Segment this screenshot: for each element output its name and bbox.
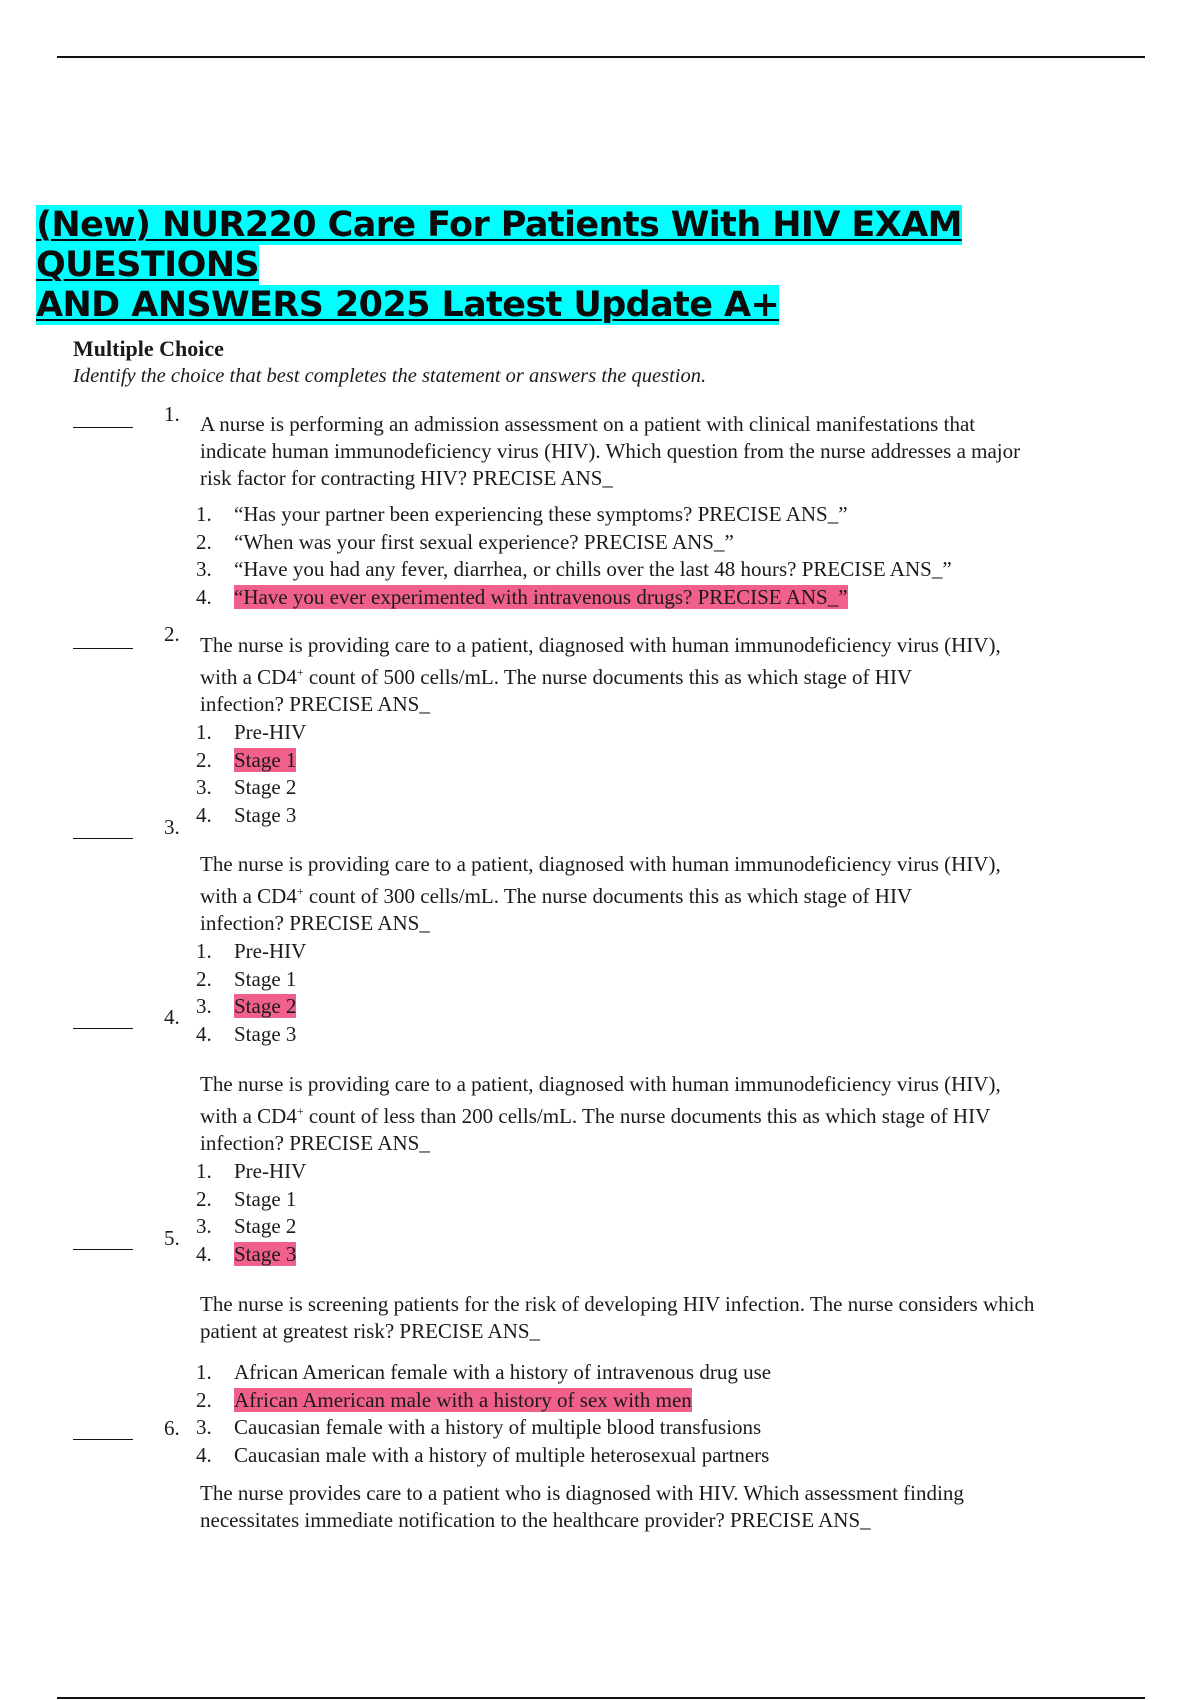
answer-choice xyxy=(196,774,296,800)
choice-text: African American female with a history of intravenous drug use xyxy=(234,1360,772,1384)
question-stem-line: The nurse provides care to a patient who is diagnosed with HIV. Which assessment finding xyxy=(200,1481,964,1505)
answer-blank xyxy=(73,1439,133,1440)
choice-number: 2. xyxy=(196,529,212,554)
choice-text: “When was your first sexual experience? PRECISE ANS_” xyxy=(234,529,734,554)
document-title xyxy=(36,205,1166,325)
question-stem xyxy=(200,411,1160,492)
question-stem-line: with a CD4+ count of 300 cells/mL. The nurse documents this as which stage of HIV xyxy=(200,884,913,908)
answer-choice xyxy=(196,1442,769,1468)
question-stem xyxy=(200,1071,1160,1157)
choice-number: 3. xyxy=(196,1415,212,1440)
question-stem-line: with a CD4+ count of less than 200 cells/mL. The nurse documents this as which stage of HIV xyxy=(200,1104,991,1128)
question-number: 2. xyxy=(164,622,180,646)
choice-text: Pre-HIV xyxy=(234,720,307,744)
answer-choice xyxy=(196,1241,296,1267)
choice-text: Stage 2 xyxy=(234,1214,297,1239)
choice-text: Stage 2 xyxy=(234,775,297,800)
question-stem-line: patient at greatest risk? PRECISE ANS_ xyxy=(200,1319,541,1343)
choice-number: 3. xyxy=(196,557,212,582)
answer-choice xyxy=(196,747,296,773)
answer-choice xyxy=(196,584,848,610)
answer-choice xyxy=(196,938,306,964)
title-line-1: (New) NUR220 Care For Patients With HIV EXAM QUESTIONS xyxy=(36,205,962,285)
choice-text: “Has your partner been experiencing these symptoms? PRECISE ANS_” xyxy=(234,502,848,526)
choice-number: 1. xyxy=(196,1360,212,1384)
question-stem-line: with a CD4+ count of 500 cells/mL. The nurse documents this as which stage of HIV xyxy=(200,665,913,689)
choice-number: 1. xyxy=(196,939,212,963)
question-stem-line: infection? PRECISE ANS_ xyxy=(200,692,430,716)
answer-choice xyxy=(196,719,306,745)
answer-choice xyxy=(196,993,296,1019)
question-stem-line: A nurse is performing an admission assessment on a patient with clinical manifestations that xyxy=(200,412,976,436)
choice-text: Pre-HIV xyxy=(234,1159,307,1183)
question-number: 3. xyxy=(164,815,180,839)
question-stem-line: The nurse is providing care to a patient, diagnosed with human immunodeficiency virus (HIV), xyxy=(200,1072,1001,1096)
choice-text-correct-highlight: Stage 3 xyxy=(234,1241,297,1266)
choice-text: Stage 3 xyxy=(234,1021,297,1046)
answer-choice xyxy=(196,1387,692,1413)
choice-number: 4. xyxy=(196,1442,212,1467)
answer-choice xyxy=(196,501,848,527)
question-number: 4. xyxy=(164,1005,180,1029)
instruction-text: Identify the choice that best completes the statement or answers the question. xyxy=(73,365,707,387)
choice-text-correct-highlight: “Have you ever experimented with intravenous drugs? PRECISE ANS_” xyxy=(234,584,848,609)
choice-number: 3. xyxy=(196,1214,212,1239)
question-stem-line: infection? PRECISE ANS_ xyxy=(200,1131,430,1155)
choice-number: 4. xyxy=(196,802,212,827)
choice-number: 1. xyxy=(196,720,212,744)
answer-blank xyxy=(73,1249,133,1250)
question-stem-line: risk factor for contracting HIV? PRECISE ANS_ xyxy=(200,466,613,490)
choice-text: Pre-HIV xyxy=(234,939,307,963)
answer-blank xyxy=(73,838,133,839)
question-stem xyxy=(200,851,1160,937)
answer-choice xyxy=(196,1158,306,1184)
question-number: 5. xyxy=(164,1226,180,1250)
bottom-rule xyxy=(57,1697,1145,1699)
answer-choice xyxy=(196,1414,761,1440)
answer-choice xyxy=(196,1213,296,1239)
choice-text-correct-highlight: African American male with a history of sex with men xyxy=(234,1387,692,1412)
choice-number: 1. xyxy=(196,1159,212,1183)
choice-number: 2. xyxy=(196,747,212,772)
answer-blank xyxy=(73,427,133,428)
choice-text: Stage 1 xyxy=(234,966,297,991)
question-stem-line: The nurse is providing care to a patient, diagnosed with human immunodeficiency virus (HIV), xyxy=(200,633,1001,657)
answer-choice xyxy=(196,1021,296,1047)
question-stem-line: necessitates immediate notification to the healthcare provider? PRECISE ANS_ xyxy=(200,1508,871,1532)
question-stem xyxy=(200,1291,1160,1345)
choice-text: Caucasian female with a history of multiple blood transfusions xyxy=(234,1415,762,1440)
answer-choice xyxy=(196,529,734,555)
question-stem-line: The nurse is providing care to a patient, diagnosed with human immunodeficiency virus (HIV), xyxy=(200,852,1001,876)
choice-text-correct-highlight: Stage 1 xyxy=(234,747,297,772)
question-number: 6. xyxy=(164,1416,180,1440)
question-stem-line: indicate human immunodeficiency virus (HIV). Which question from the nurse addresses a major xyxy=(200,439,1021,463)
choice-number: 2. xyxy=(196,1186,212,1211)
answer-blank xyxy=(73,1028,133,1029)
section-heading: Multiple Choice xyxy=(73,336,224,361)
question-stem xyxy=(200,632,1160,718)
choice-number: 4. xyxy=(196,1241,212,1266)
answer-choice xyxy=(196,556,952,582)
choice-text: Stage 3 xyxy=(234,802,297,827)
choice-number: 2. xyxy=(196,966,212,991)
answer-blank xyxy=(73,648,133,649)
question-stem xyxy=(200,1480,1160,1534)
choice-number: 2. xyxy=(196,1387,212,1412)
choice-number: 3. xyxy=(196,994,212,1019)
question-number: 1. xyxy=(164,402,180,426)
answer-choice xyxy=(196,802,296,828)
choice-number: 4. xyxy=(196,584,212,609)
choice-text: Caucasian male with a history of multiple heterosexual partners xyxy=(234,1442,770,1467)
choice-text: “Have you had any fever, diarrhea, or chills over the last 48 hours? PRECISE ANS_” xyxy=(234,557,952,582)
answer-choice xyxy=(196,1186,296,1212)
choice-number: 4. xyxy=(196,1021,212,1046)
choice-number: 1. xyxy=(196,502,212,526)
top-rule xyxy=(57,56,1145,58)
answer-choice xyxy=(196,966,296,992)
choice-text: Stage 1 xyxy=(234,1186,297,1211)
title-line-2: AND ANSWERS 2025 Latest Update A+ xyxy=(36,285,780,325)
answer-choice xyxy=(196,1359,771,1385)
question-stem-line: infection? PRECISE ANS_ xyxy=(200,911,430,935)
question-stem-line: The nurse is screening patients for the risk of developing HIV infection. The nurse considers which xyxy=(200,1292,1035,1316)
choice-text-correct-highlight: Stage 2 xyxy=(234,994,297,1019)
choice-number: 3. xyxy=(196,775,212,800)
